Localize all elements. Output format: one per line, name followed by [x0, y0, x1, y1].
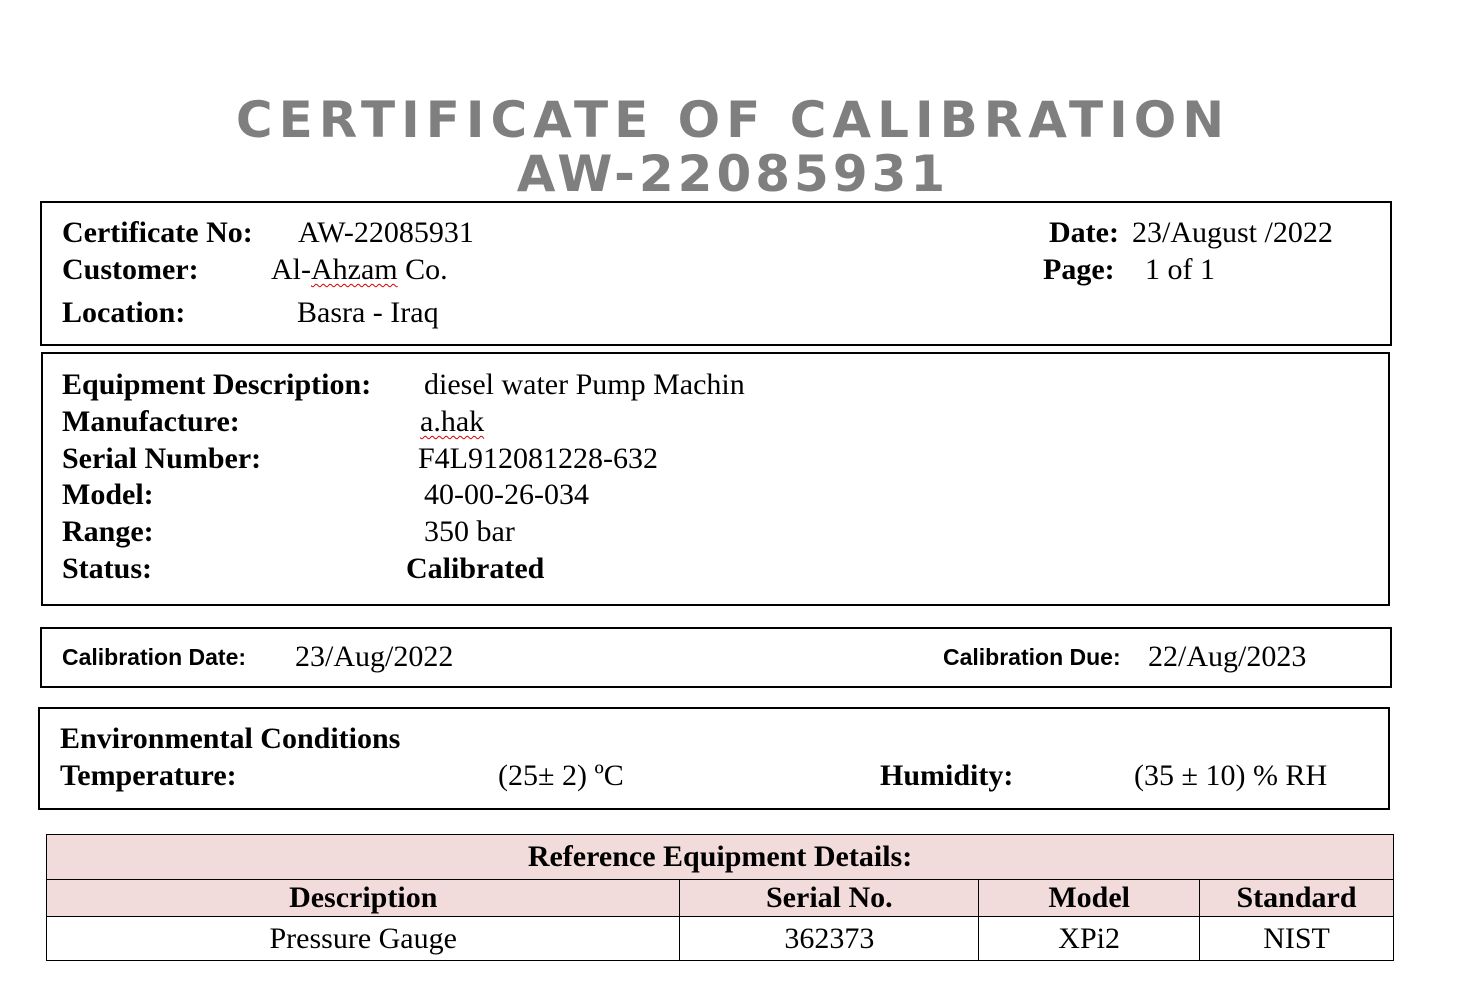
date-label: Date: [1049, 216, 1119, 249]
table-header-row [47, 880, 1394, 917]
reference-heading: Reference Equipment Details: [47, 835, 1394, 880]
page-label: Page: [1043, 253, 1115, 286]
temperature-value: (25± 2) ºC [498, 759, 624, 792]
reference-equipment-table [46, 834, 1394, 961]
equipment-description-label: Equipment Description: [62, 368, 372, 401]
certificate-no-value: AW-22085931 [298, 216, 474, 249]
environment-heading: Environmental Conditions [60, 722, 401, 755]
manufacture-value: a.hak [420, 405, 485, 438]
cell-serial: 362373 [680, 917, 979, 961]
status-label: Status: [62, 552, 153, 585]
calibration-date-label: Calibration Date: [62, 644, 247, 670]
table-row [47, 917, 1394, 961]
certificate-no-label: Certificate No: [62, 216, 253, 249]
model-value: 40-00-26-034 [424, 478, 589, 511]
cell-description: Pressure Gauge [47, 917, 680, 961]
range-label: Range: [62, 515, 154, 548]
customer-label: Customer: [62, 253, 199, 286]
status-value: Calibrated [406, 552, 545, 585]
model-label: Model: [62, 478, 154, 511]
serial-number-value: F4L912081228-632 [418, 442, 658, 475]
calibration-due-value: 22/Aug/2023 [1148, 640, 1307, 673]
range-value: 350 bar [424, 515, 515, 548]
certificate-number-title: AW-22085931 [516, 145, 950, 203]
cell-model: XPi2 [979, 917, 1200, 961]
column-header-model: Model [979, 880, 1200, 917]
column-header-description: Description [47, 880, 680, 917]
page-value: 1 of 1 [1145, 253, 1215, 286]
serial-number-label: Serial Number: [62, 442, 262, 475]
cell-standard: NIST [1200, 917, 1394, 961]
date-value: 23/August /2022 [1132, 216, 1333, 249]
customer-spellcheck-word: Ahzam [311, 253, 398, 286]
humidity-label: Humidity: [880, 759, 1014, 792]
table-title-row [47, 835, 1394, 880]
column-header-standard: Standard [1200, 880, 1394, 917]
customer-suffix: Co. [397, 253, 448, 286]
equipment-description-value: diesel water Pump Machin [424, 368, 745, 401]
humidity-value: (35 ± 10) % RH [1134, 759, 1328, 792]
customer-value [271, 253, 448, 287]
customer-prefix: Al- [271, 253, 311, 286]
location-value: Basra - Iraq [297, 296, 439, 329]
manufacture-label: Manufacture: [62, 405, 240, 438]
column-header-serial: Serial No. [680, 880, 979, 917]
location-label: Location: [62, 296, 186, 329]
certificate-title: CERTIFICATE OF CALIBRATION [235, 91, 1231, 149]
temperature-label: Temperature: [60, 759, 237, 792]
calibration-due-label: Calibration Due: [943, 644, 1121, 670]
calibration-date-value: 23/Aug/2022 [295, 640, 454, 673]
